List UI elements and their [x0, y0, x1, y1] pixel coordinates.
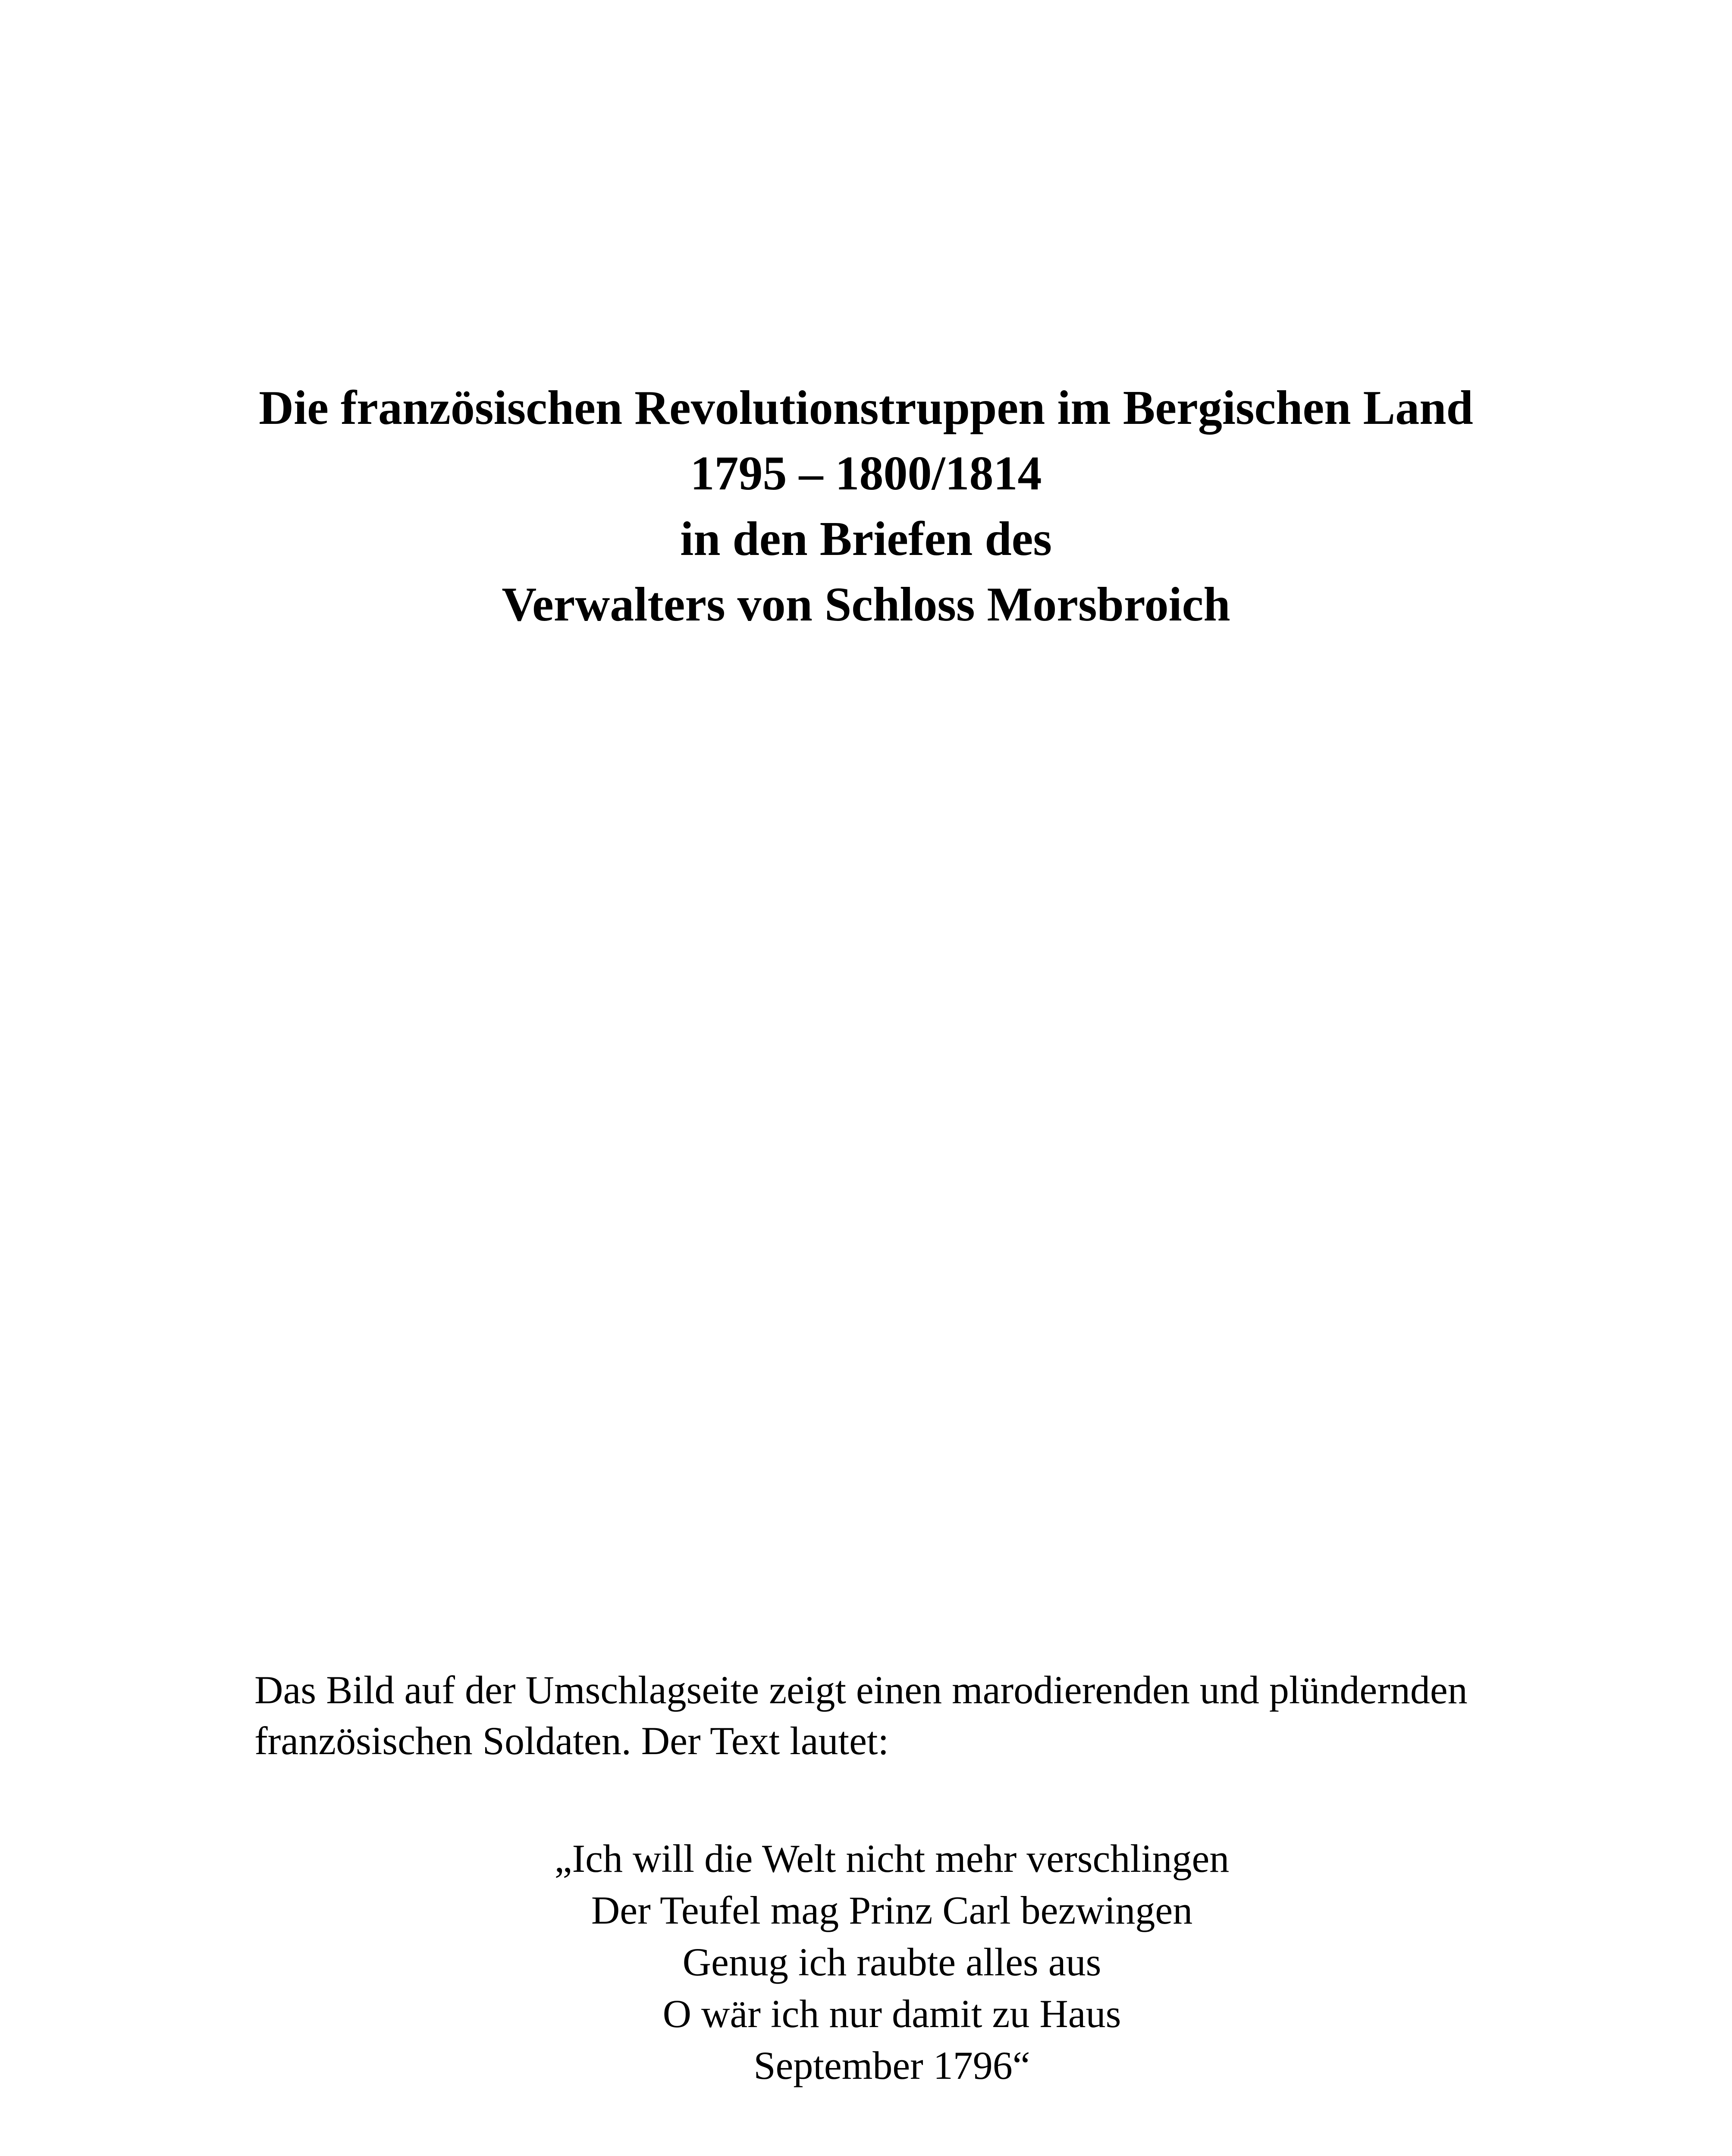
intro-line: Das Bild auf der Umschlagseite zeigt einen marodierenden und plündernden: [254, 1668, 1468, 1712]
poem-line: O wär ich nur damit zu Haus: [662, 1992, 1121, 2036]
document-title: [0, 375, 1732, 637]
footnote-paragraph: [254, 2154, 1497, 2156]
poem-line: September 1796“: [753, 2043, 1030, 2087]
title-line: Die französischen Revolutionstruppen im Bergischen Land: [259, 381, 1473, 435]
poem-line: „Ich will die Welt nicht mehr verschlingen: [554, 1836, 1230, 1880]
poem-line: Der Teufel mag Prinz Carl bezwingen: [591, 1888, 1193, 1932]
title-line: in den Briefen des: [680, 512, 1052, 566]
intro-line: französischen Soldaten. Der Text lautet:: [254, 1719, 889, 1763]
poem-quote: [0, 1833, 1732, 2091]
poem-line: Genug ich raubte alles aus: [682, 1940, 1101, 1984]
intro-paragraph: [254, 1664, 1497, 1766]
note-line: [254, 2154, 1497, 2156]
title-line: 1795 – 1800/1814: [690, 447, 1042, 500]
title-line: Verwalters von Schloss Morsbroich: [502, 578, 1230, 631]
